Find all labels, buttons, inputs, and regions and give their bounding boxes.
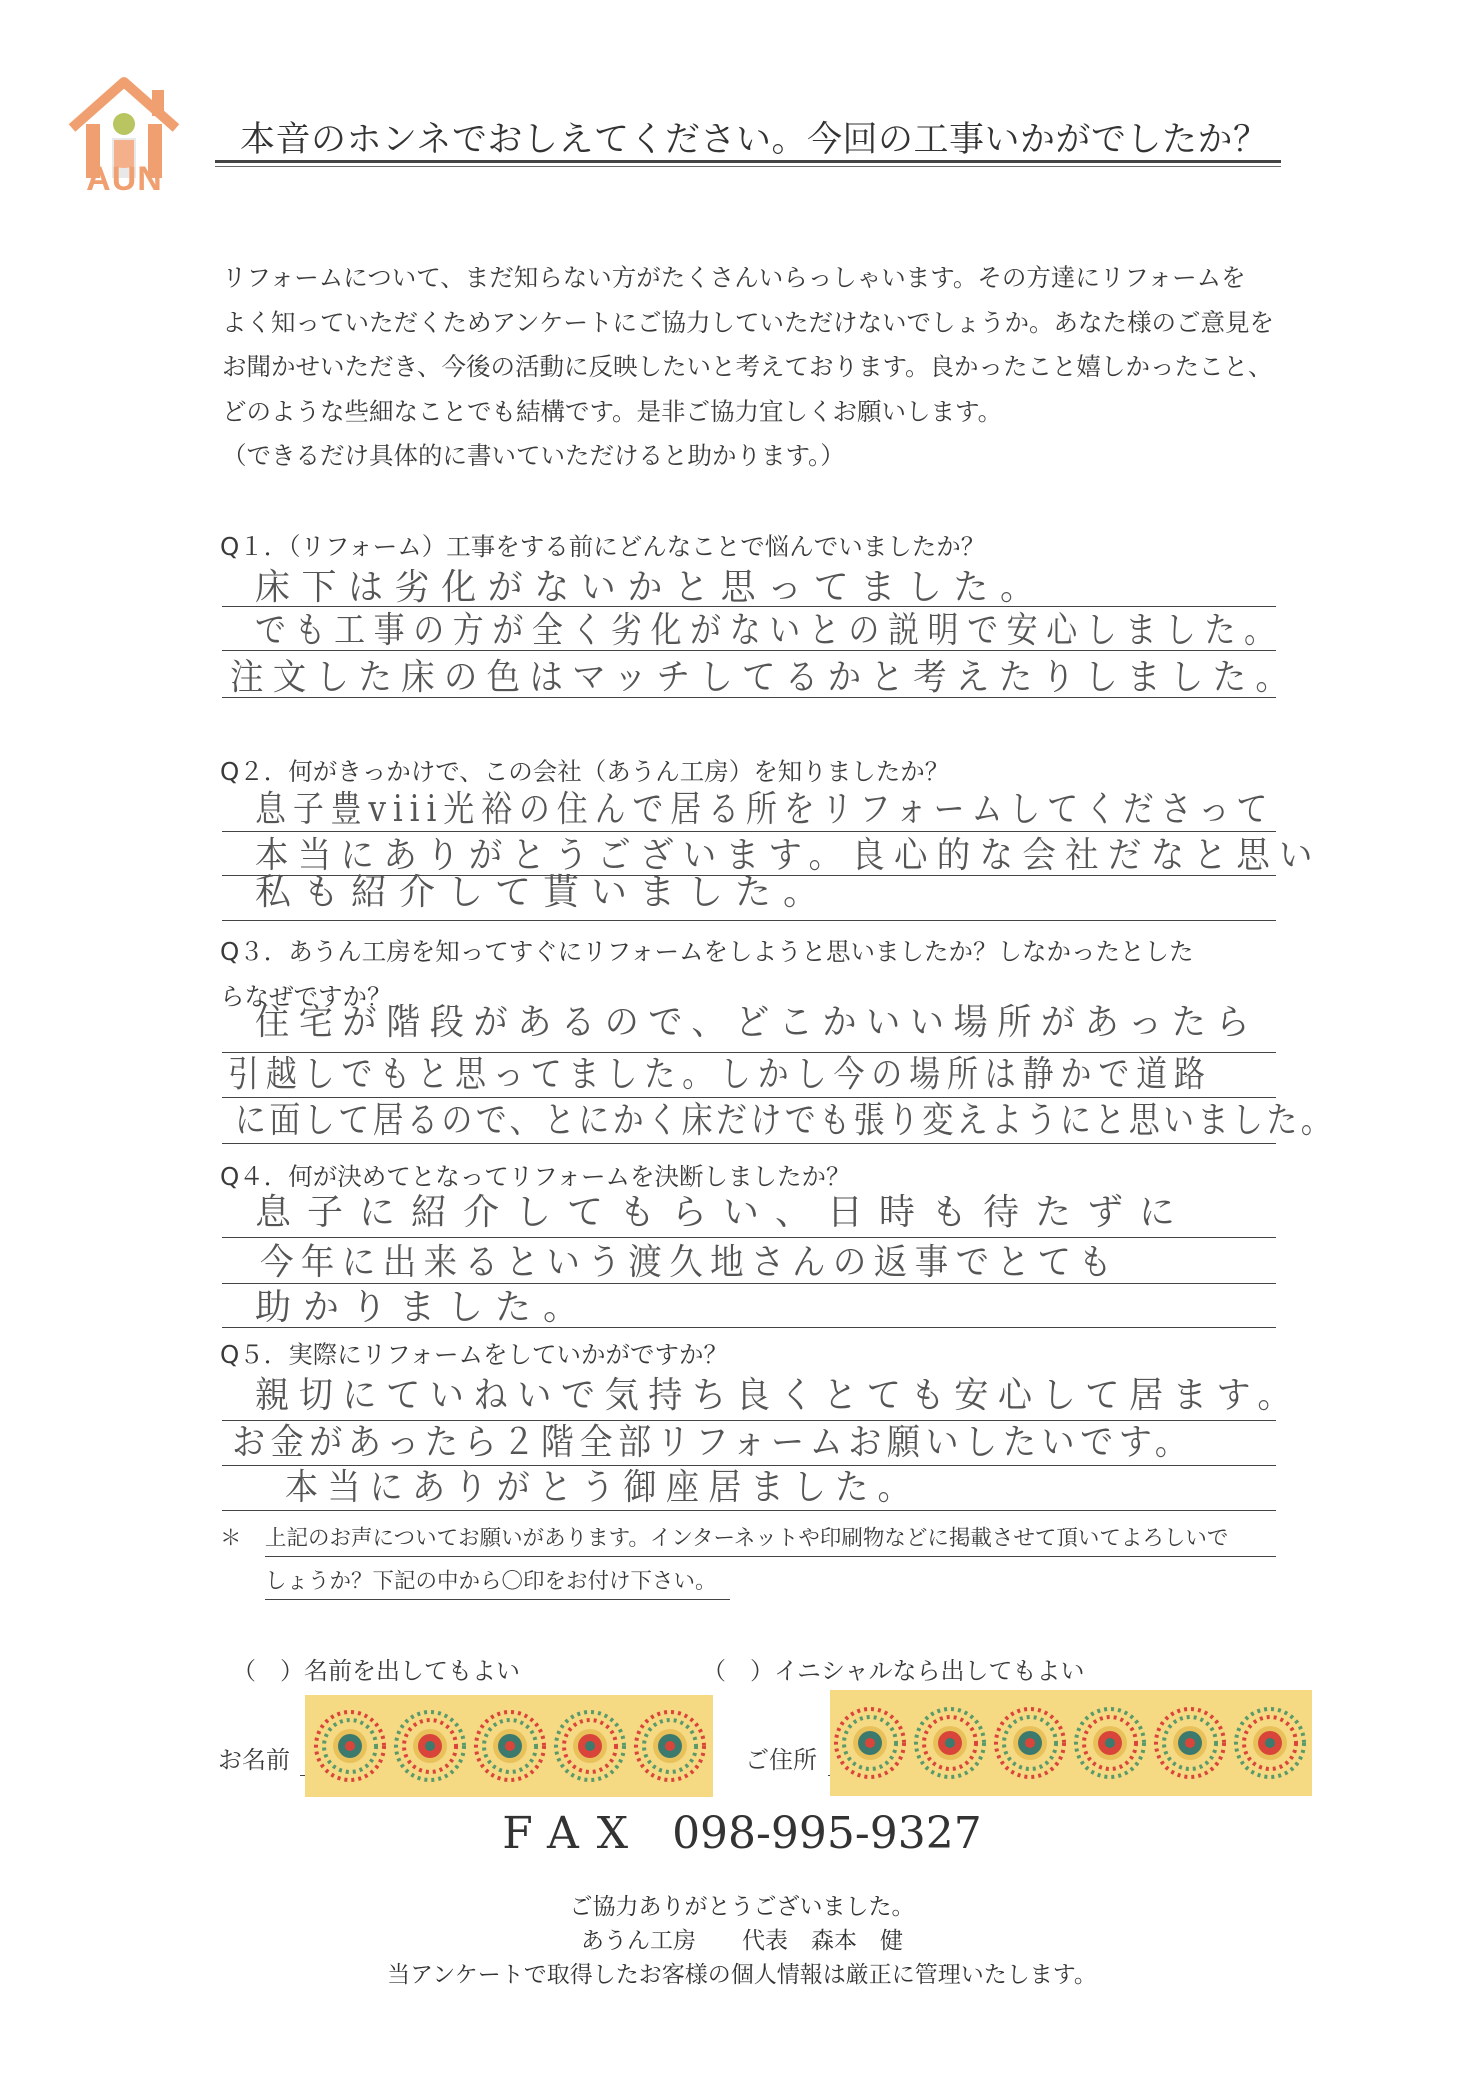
answer-line [222,697,1276,698]
option-initial-ok[interactable]: （ ）イニシャルなら出してもよい [702,1657,1085,1685]
intro-line: リフォームについて、まだ知らない方がたくさんいらっしゃいます。その方達にリフォームを [222,263,1246,292]
answer-line [222,1327,1276,1328]
answer-line [222,1143,1276,1144]
answer-handwriting: 息子に紹介してもらい、日時も待たずに [255,1192,1192,1233]
answer-handwriting: 本当にありがとうございます。良心的な会社だなと思い [255,835,1322,876]
fax-label: FAX [502,1808,647,1859]
privacy-masking-tape [305,1695,713,1797]
answer-handwriting: に面して居るので、とにかく床だけでも張り変えようにと思いました。 [235,1100,1336,1141]
note-underline [265,1556,1276,1557]
fax-line [0,1808,1484,1859]
page-title: 本音のホンネでおしえてください。今回の工事いかがでしたか？ [240,120,1269,160]
question-2-label: Q２．何がきっかけで、この会社（あうん工房）を知りましたか？ [220,757,950,786]
answer-line [222,831,1276,832]
question-3-label-cont: らなぜですか？ [220,982,392,1011]
answer-line [222,650,1276,651]
answer-handwriting: 今年に出来るという渡久地さんの返事でとても [260,1242,1120,1283]
answer-handwriting: 住宅が階段があるので、どこかいい場所があったら [255,1002,1260,1043]
title-rule-thin [215,166,1281,167]
question-1-label: Q１．（リフォーム）工事をする前にどんなことで悩んでいましたか？ [220,532,986,561]
answer-line [222,1420,1276,1421]
intro-line: （できるだけ具体的に書いていただけると助かります。） [222,441,845,470]
footer-privacy: 当アンケートで取得したお客様の個人情報は厳正に管理いたします。 [387,1962,1097,1988]
answer-handwriting: でも工事の方が全く劣化がないとの説明で安心しました。 [255,610,1284,651]
question-4-label: Q４．何が決めてとなってリフォームを決断しましたか？ [220,1162,851,1191]
answer-line [222,1052,1276,1053]
note-line: しょうか？下記の中から〇印をお付け下さい。 [265,1569,717,1594]
intro-line: どのような些細なことでも結構です。是非ご協力宜しくお願いします。 [222,397,1003,426]
note-underline [265,1599,730,1600]
privacy-masking-tape [830,1690,1312,1796]
answer-handwriting: 引越しでもと思ってました。しかし今の場所は静かで道路 [228,1054,1212,1095]
fax-number: 098-995-9327 [672,1808,982,1859]
logo-wordmark: AUN [86,160,163,198]
answer-line [222,1237,1276,1238]
answer-line [222,1465,1276,1466]
answer-handwriting: 本当にありがとう御座居ました。 [285,1467,920,1508]
answer-handwriting: 私も紹介して貰いました。 [255,872,832,913]
intro-line: よく知っていただくためアンケートにご協力していただけないでしょうか。あなた様のご意見を [222,308,1275,337]
answer-line [222,1510,1276,1511]
answer-handwriting: 床下は劣化がないかと思ってました。 [255,567,1047,608]
answer-line [222,606,1276,607]
answer-handwriting: 注文した床の色はマッチしてるかと考えたりしました。 [230,657,1299,698]
answer-line [222,1283,1276,1284]
note-line: 上記のお声についてお願いがあります。インターネットや印刷物などに掲載させて頂いてよろしいで [265,1526,1229,1551]
question-3-label: Q３．あうん工房を知ってすぐにリフォームをしようと思いましたか？しなかったとした [220,937,1194,966]
answer-line [222,1097,1276,1098]
option-name-ok[interactable]: （ ）名前を出してもよい [232,1657,520,1685]
name-field-label: お名前 [218,1746,290,1774]
answer-handwriting: 助かりました。 [255,1287,592,1328]
intro-line: お聞かせいただき、今後の活動に反映したいと考えております。良かったこと嬉しかったこと、 [222,352,1273,381]
answer-handwriting: 息子豊viii光裕の住んで居る所をリフォームしてくださって [255,789,1275,830]
answer-handwriting: お金があったら２階全部リフォームお願いしたいです。 [232,1422,1194,1463]
address-field-label: ご住所 [745,1746,817,1774]
footer-company: あうん工房 代表 森本 健 [581,1928,903,1954]
title-rule [215,160,1281,163]
note-mark: ＊ [220,1526,242,1551]
answer-line [222,920,1276,921]
question-5-label: Q５．実際にリフォームをしていかがですか？ [220,1340,729,1369]
answer-handwriting: 親切にていねいで気持ち良くとても安心して居ます。 [255,1375,1302,1416]
footer-thanks: ご協力ありがとうございました。 [569,1894,915,1920]
